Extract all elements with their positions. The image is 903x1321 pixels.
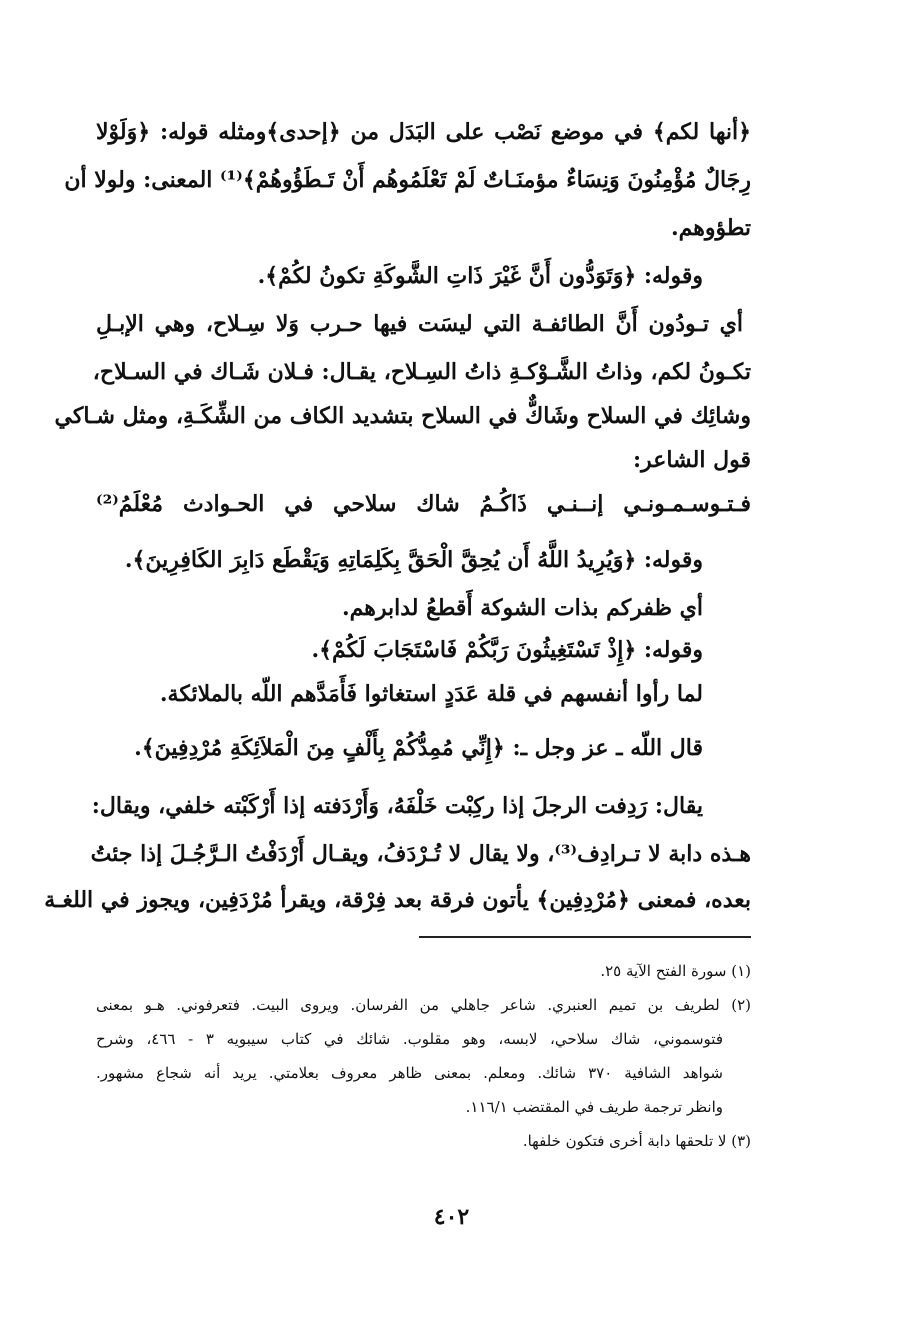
body-line-3: تطؤوهم. (670, 215, 751, 241)
footnote-divider (419, 936, 751, 938)
body-line-11: أي ظفركم بذات الشوكة أَقطعُ لدابرهم. (341, 595, 703, 621)
body-line-12: وقوله: ﴿إِذْ تَسْتَغِيثُونَ رَبَّكُمْ فَاسْتَجَابَ لَكُمْ﴾. (311, 637, 703, 663)
poetry-line: فـتـوسـمـونـي إنــنـي ذَاكُـمُ شاك سلاحي في الحـوادث مُعْلَمُ⁽²⁾ (96, 491, 751, 517)
body-line-16: هـذه دابة لا تـرادِف⁽³⁾، ولا يقال لا تُـرْدَفُ، ويقـال أَرْدَفْتُ الـرَّجُـلَ إذا جئتُ (90, 841, 751, 867)
body-line-1: ﴿أنها لكم﴾ في موضع نَصْب على البَدَل من ﴿إحدى﴾ومثله قوله: ﴿وَلَوْلا (96, 119, 751, 145)
footnote-2-cont-3: وانظر ترجمة طريف في المقتضب ١١٦/١. (465, 1098, 723, 1116)
body-line-14: قال اللّه ـ عز وجل ـ: ﴿إِنِّي مُمِدُّكُمْ بِأَلْفٍ مِنَ الْمَلاَئِكَةِ مُرْدِفِينَ﴾. (134, 735, 703, 761)
footnote-2-cont-1: فتوسموني، شاك سلاحي، لابسه، وهو مقلوب. شائك في كتاب سيبويه ٣ - ٤٦٦، وشرح (96, 1030, 723, 1048)
body-line-2: رِجَالٌ مُؤْمِنُونَ وَنِسَاءٌ مؤمنَـاتٌ لَمْ تَعْلَمُوهُم أَنْ تَـطَؤُوهُمْ﴾⁽¹⁾ المعنى: ولولا أن (64, 167, 751, 193)
footnote-1: (١) سورة الفتح الآية ٢٥. (600, 962, 751, 980)
body-line-7: وشائِك في السلاح وشَاكٌّ في السلاح بتشديد الكاف من الشِّكَـةِ، ومثل شـاكي (54, 403, 751, 429)
body-line-6: تكـونُ لكم، وذاتُ الشَّـوْكـةِ ذاتُ السِـلاح، يقـال: فـلان شَـاك في السـلاح، (92, 359, 751, 385)
body-line-4: وقوله: ﴿وَتَوَدُّون أَنَّ غَيْرَ ذَاتِ الشَّوكَةِ تكونُ لكُمْ﴾. (257, 263, 703, 289)
body-line-5: أي تـودُون أَنَّ الطائفـة التي ليسَت فيها حـرب وَلا سِـلاح، وهي الإبـلِ (96, 311, 743, 337)
body-line-10: وقوله: ﴿وَيُرِيدُ اللَّهُ أَن يُحِقَّ الْحَقَّ بِكَلِمَاتِهِ وَيَقْطَع دَابِرَ الكَافِرِينَ﴾. (124, 547, 703, 573)
body-line-15: يقال: رَدِفت الرجلَ إذا ركِبْت خَلْفَهُ، وَأَرْدَفته إذا أَرْكَبْته خلفي، ويقال: (91, 793, 703, 819)
body-line-13: لما رأوا أنفسهم في قلة عَدَدٍ استغاثوا فَأَمَدَّهم اللّه بالملائكة. (159, 681, 703, 707)
footnote-3: (٣) لا تلحقها دابة أخرى فتكون خلفها. (522, 1132, 751, 1150)
page-number: ٤٠٢ (433, 1204, 470, 1230)
body-line-17: بعده، فمعنى ﴿مُرْدِفِين﴾ يأتون فرقة بعد فِرْقة، ويقرأ مُرْدَفِين، ويجوز في اللغـة (44, 887, 751, 913)
footnote-2: (٢) لطريف بن تميم العنبري. شاعر جاهلي من الفرسان. ويروى البيت. فتعرفوني. هـو بمعنى (96, 996, 751, 1014)
footnote-2-cont-2: شواهد الشافية ٣٧٠ شائك. ومعلم. بمعنى ظاهر معروف بعلامتي. يريد أنه شجاع مشهور. (96, 1064, 723, 1082)
body-line-8: قول الشاعر: (632, 447, 751, 473)
